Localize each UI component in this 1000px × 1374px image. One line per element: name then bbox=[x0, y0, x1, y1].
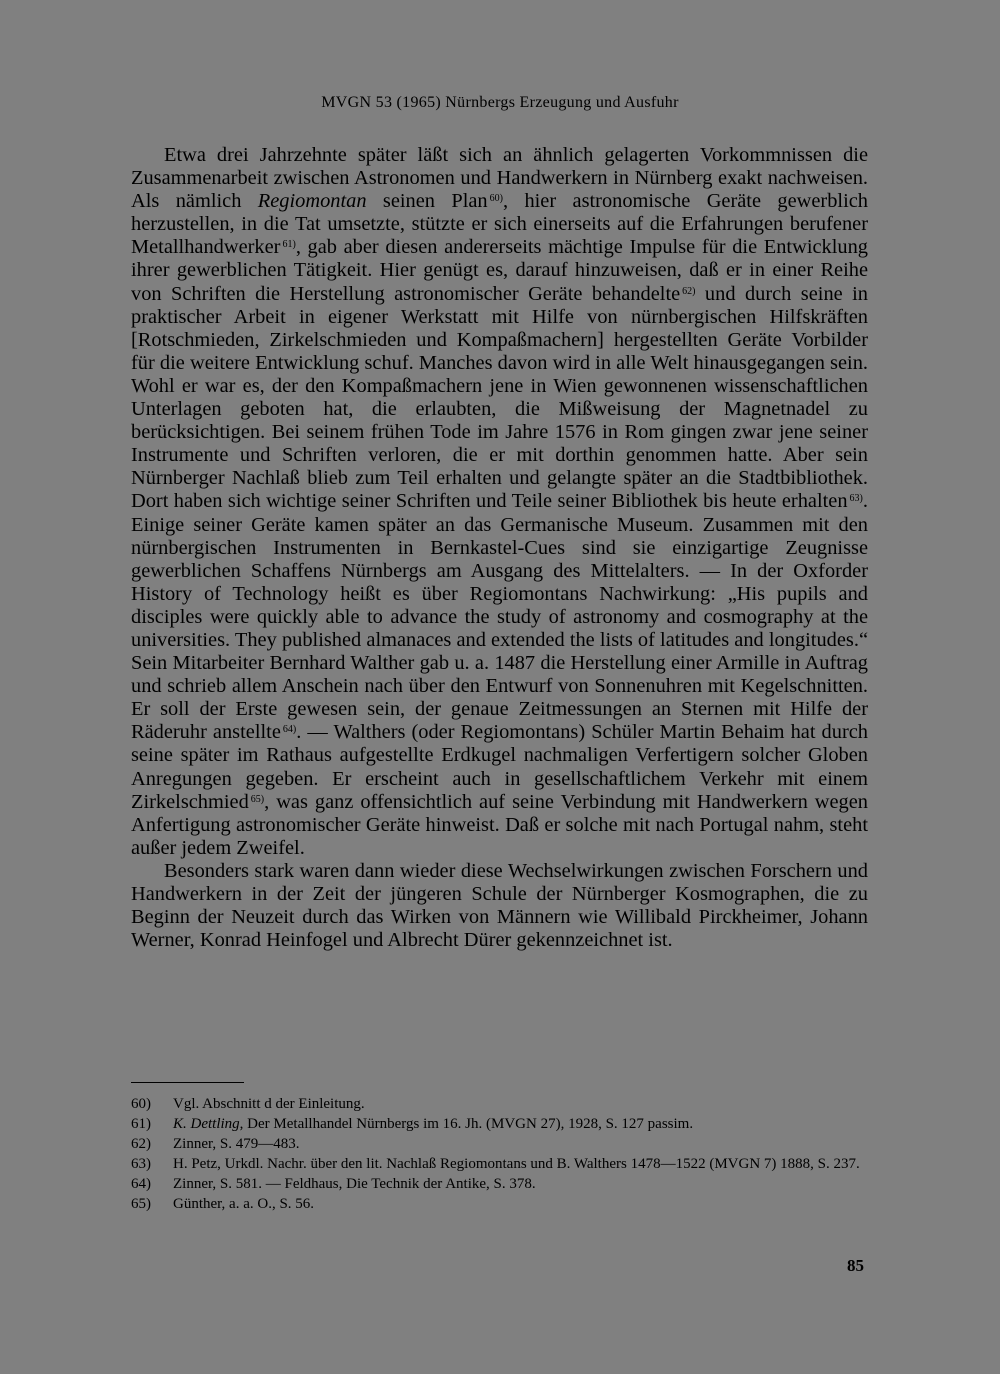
paragraph-text: und durch seine in praktischer Arbeit in eigener Werkstatt mit Hilfe von nürnbergischen Hilfskräften [Rotschmieden, Zirkelschmieden und Kompaßmachern] hergestellten Geräte Vorbilder für die weitere Entwicklung schuf. Manches davon wird in alle Welt hinausgegangen sein. Wohl er war es, der den Kompaßmachern jene in Wien gewonnenen wissenschaftlichen Unterlagen geboten hat, die erlaubten, die Mißweisung der Magnetnadel zu berücksichtigen. Bei seinem frühen Tode im Jahre 1576 in Rom gingen zwar jene seiner Instrumente und Schriften verloren, die er mit dorthin genommen hatte. Aber sein Nürnberger Nachlaß blieb zum Teil erhalten und gelangte später an die Stadtbibliothek. Dort haben sich wichtige seiner Schriften und Teile seiner Bibliothek bis heute erhalten bbox=[131, 282, 868, 513]
footnote-number: 60) bbox=[131, 1096, 151, 1112]
footnote-number: 64) bbox=[131, 1176, 151, 1192]
footnote-ref[interactable]: 62) bbox=[682, 285, 696, 297]
name-regiomontan: Regiomontan bbox=[257, 190, 367, 213]
footnotes bbox=[131, 1094, 868, 1214]
footnote-62 bbox=[131, 1134, 868, 1154]
footnote-number: 62) bbox=[131, 1136, 151, 1152]
running-header: MVGN 53 (1965) Nürnbergs Erzeugung und Ausfuhr bbox=[321, 94, 679, 111]
footnote-number: 65) bbox=[131, 1196, 151, 1212]
footnote-text: Zinner, S. 479—483. bbox=[173, 1136, 300, 1152]
footnote-ref[interactable]: 61) bbox=[282, 239, 296, 251]
paragraph-text: Besonders stark waren dann wieder diese Wechselwirkungen zwischen Forschern und Handwerkern in der Zeit der jüngeren Schule der Nürnberger Kosmographen, die zu Beginn der Neuzeit durch das Wirken von Männern wie Willibald Pirckheimer, Johann Werner, Konrad Heinfogel und Albrecht Dürer gekennzeichnet ist. bbox=[131, 859, 868, 952]
footnote-number: 61) bbox=[131, 1116, 151, 1132]
footnote-ref[interactable]: 63) bbox=[849, 493, 863, 505]
paragraph-1 bbox=[131, 144, 868, 860]
footnote-text: Günther, a. a. O., S. 56. bbox=[173, 1196, 315, 1212]
paragraph-text: , was ganz offensichtlich auf seine Verbindung mit Handwerkern wegen Anfertigung astronomischer Geräte hinweist. Daß er solche mit nach Portugal nahm, steht außer jedem Zweifel. bbox=[131, 790, 868, 859]
footnote-ref[interactable]: 60) bbox=[489, 193, 503, 205]
paragraph-text: . — Walthers (oder Regiomontans) Schüler Martin Behaim hat durch seine später im Rathaus aufgestellte Erdkugel nachmaligen Verfertigern solcher Globen Anregungen gegeben. Er erscheint auch in gesellschaftlichem Verkehr mit einem Zirkelschmied bbox=[131, 721, 868, 813]
footnote-60 bbox=[131, 1094, 868, 1114]
paragraph-text: seinen Plan bbox=[366, 190, 488, 213]
footnote-text: , Der Metallhandel Nürnbergs im 16. Jh. (MVGN 27), 1928, S. 127 passim. bbox=[239, 1116, 694, 1132]
footnote-65 bbox=[131, 1194, 868, 1214]
footnote-author: K. Dettling bbox=[173, 1116, 240, 1132]
paragraph-text: Etwa drei Jahrzehnte später läßt sich an ähnlich gelagerten Vorkommnissen die Zusammenarbeit zwischen Astronomen und Handwerkern in Nürnberg exakt nachweisen. Als nämlich bbox=[131, 144, 868, 213]
paragraph-2 bbox=[131, 860, 868, 952]
paragraph-text: , hier astronomische Geräte gewerblich herzustellen, in die Tat umsetzte, stützte er sich einerseits auf die Erfahrungen berufener Metallhandwerker bbox=[131, 190, 868, 259]
footnote-63 bbox=[131, 1154, 868, 1174]
footnote-text: H. Petz, Urkdl. Nachr. über den lit. Nachlaß Regiomontans und B. Walthers 1478—1522 (MVGN 7) 1888, S. 237. bbox=[173, 1156, 860, 1172]
paragraph-text: , gab aber diesen andererseits mächtige Impulse für die Entwicklung ihrer gewerblichen Tätigkeit. Hier genügt es, darauf hinzuweisen, daß er in einer Reihe von Schriften die Herstellung astronomischer Geräte behandelte bbox=[131, 236, 868, 305]
footnote-ref[interactable]: 65) bbox=[250, 793, 265, 805]
footnote-64 bbox=[131, 1174, 868, 1194]
footnote-text: Vgl. Abschnitt d der Einleitung. bbox=[173, 1096, 365, 1112]
paragraph-text: . Einige seiner Geräte kamen später an das Germanische Museum. Zusammen mit den nürnbergischen Instrumenten in Bernkastel-Cues sind sie einzigartige Zeugnisse gewerblichen Schaffens Nürnbergs am Ausgang des Mittelalters. — In der Oxforder History of Technology heißt es über Regiomontans Nachwirkung: „His pupils and disciples were quickly able to advance the study of astronomy and cosmography at the universities. They published almanaces and extended the lists of latitudes and longitudes.“ Sein Mitarbeiter Bernhard Walther gab u. a. 1487 die Herstellung einer Armille in Auftrag und schrieb allem Anschein nach über den Entwurf von Sonnenuhren mit Kegelschnitten. Er soll der Erste gewesen sein, der genaue Zeitmessungen an Sternen mit Hilfe der Räderuhr anstellte bbox=[131, 490, 868, 744]
footnote-number: 63) bbox=[131, 1156, 151, 1172]
page-number: 85 bbox=[847, 1256, 864, 1275]
footnote-ref[interactable]: 64) bbox=[282, 724, 297, 736]
footnote-text: Zinner, S. 581. — Feldhaus, Die Technik der Antike, S. 378. bbox=[173, 1176, 536, 1192]
footnote-divider bbox=[131, 1082, 244, 1083]
footnote-61 bbox=[131, 1114, 868, 1134]
body-text bbox=[131, 144, 868, 952]
